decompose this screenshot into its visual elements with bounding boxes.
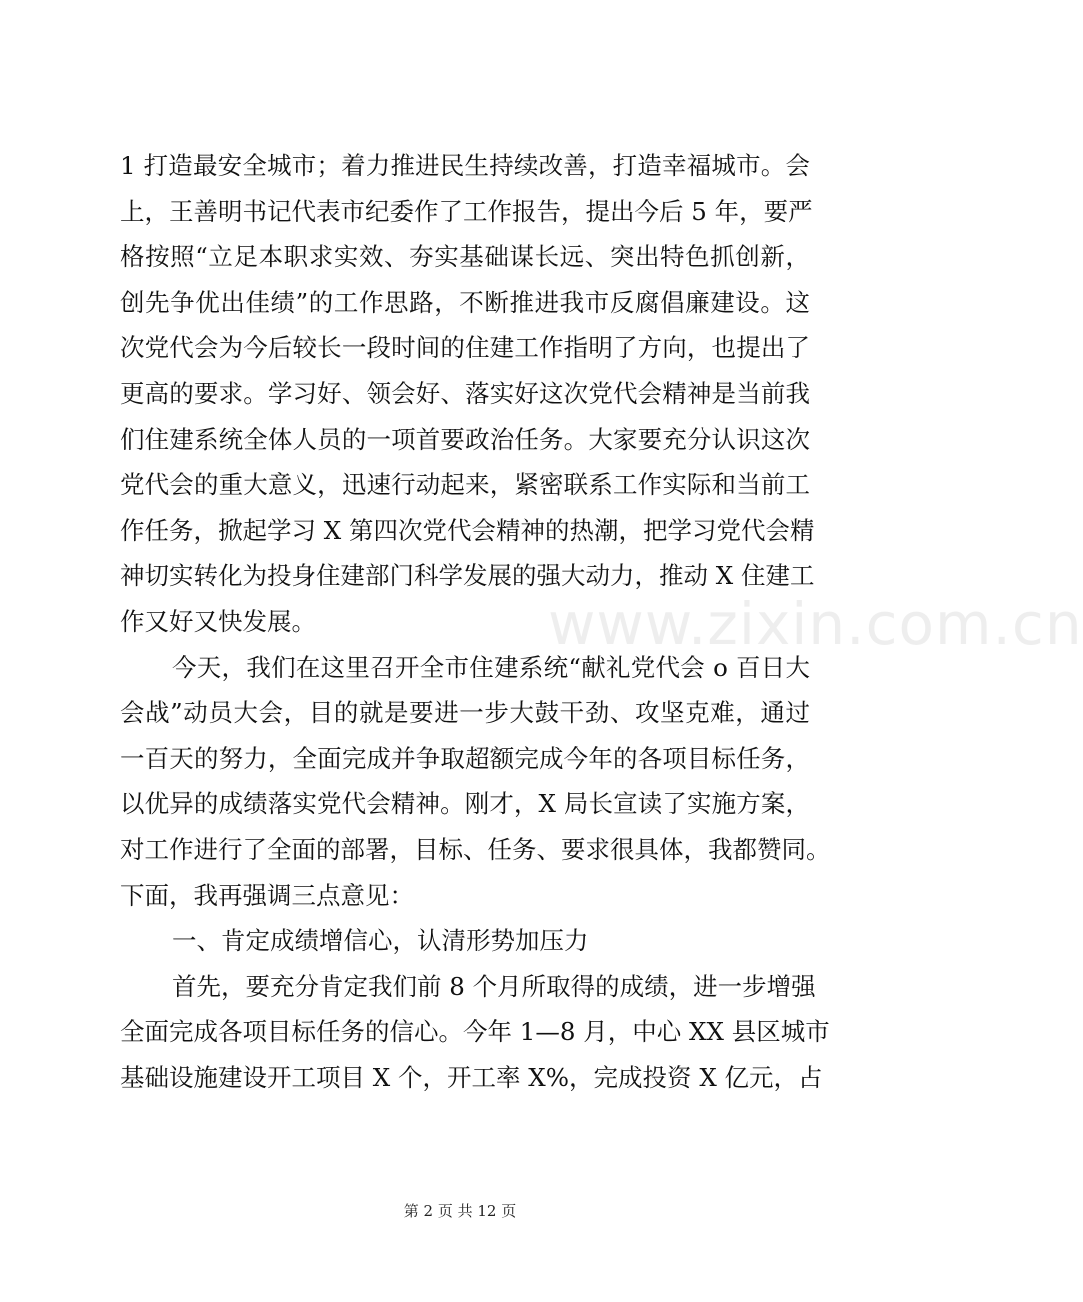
text-line: 格按照“立足本职求实效、夯实基础谋长远、突出特色抓创新， [120, 242, 810, 272]
text-line: 一百天的努力，全面完成并争取超额完成今年的各项目标任务， [120, 743, 810, 773]
text-line: 创先争优出佳绩”的工作思路，不断推进我市反腐倡廉建设。这 [120, 287, 810, 317]
text-line: 党代会的重大意义，迅速行动起来，紧密联系工作实际和当前工 [120, 470, 810, 500]
text-line: 神切实转化为投身住建部门科学发展的强大动力，推动 X 住建工 [120, 561, 815, 591]
text-line: 今天，我们在这里召开全市住建系统“献礼党代会 o 百日大 [172, 652, 810, 682]
text-line: 会战”动员大会，目的就是要进一步大鼓干劲、攻坚克难，通过 [120, 698, 810, 728]
text-line: 对工作进行了全面的部署，目标、任务、要求很具体，我都赞同。 [120, 834, 831, 864]
watermark: www.zixin.com.cn [548, 590, 1083, 658]
text-line: 1 打造最安全城市；着力推进民生持续改善，打造幸福城市。会 [120, 151, 810, 180]
text-line: 更高的要求。学习好、领会好、落实好这次党代会精神是当前我 [120, 378, 810, 408]
text-line: 次党代会为今后较长一段时间的住建工作指明了方向，也提出了 [120, 333, 810, 363]
text-line: 以优异的成绩落实党代会精神。刚才，X 局长宣读了实施方案， [120, 789, 810, 819]
text-line: 们住建系统全体人员的一项首要政治任务。大家要充分认识这次 [120, 424, 810, 454]
text-line: 上，王善明书记代表市纪委作了工作报告，提出今后 5 年，要严 [120, 196, 813, 226]
text-line: 作任务，掀起学习 X 第四次党代会精神的热潮，把学习党代会精 [120, 515, 815, 545]
section-heading: 一、肯定成绩增信心，认清形势加压力 [172, 926, 589, 956]
text-line: 下面，我再强调三点意见： [120, 880, 414, 910]
text-line: 首先，要充分肯定我们前 8 个月所取得的成绩，进一步增强 [172, 971, 816, 1001]
page-footer: 第 2 页 共 12 页 [403, 1202, 517, 1220]
text-line: 基础设施建设开工项目 X 个，开工率 X%，完成投资 X 亿元，占 [120, 1062, 823, 1092]
text-line: 全面完成各项目标任务的信心。今年 1—8 月，中心 XX 县区城市 [120, 1017, 830, 1047]
text-line: 作又好又快发展。 [120, 606, 316, 636]
